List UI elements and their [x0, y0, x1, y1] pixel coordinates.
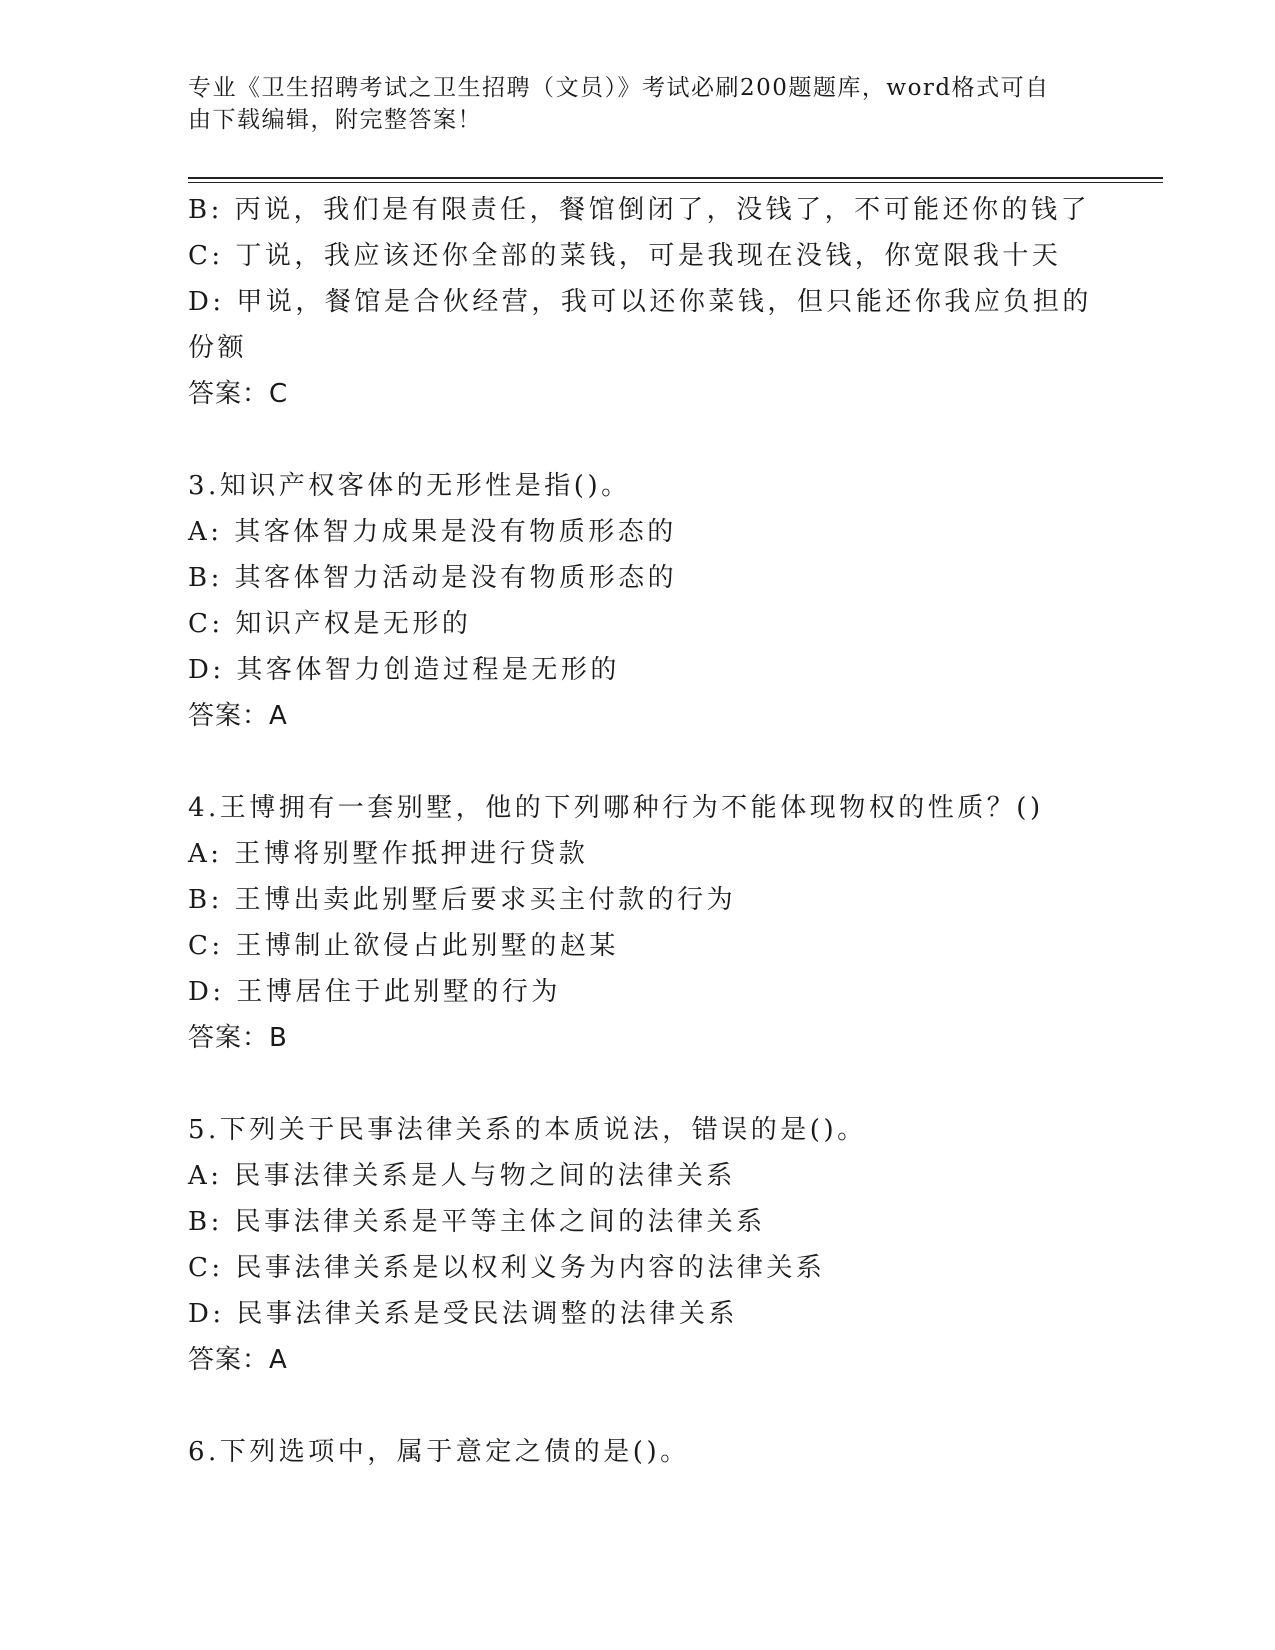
- option-c: C: 民事法律关系是以权利义务为内容的法律关系: [188, 1253, 826, 1283]
- option-b: B: 其客体智力活动是没有物质形态的: [188, 563, 678, 593]
- option-a: A: 王博将别墅作抵押进行贷款: [188, 839, 589, 869]
- question-list: [188, 187, 1092, 1475]
- option-c: C: 丁说，我应该还你全部的菜钱，可是我现在没钱，你宽限我十天: [188, 241, 1062, 271]
- question-6: [188, 1429, 1088, 1475]
- question-2-continued: [188, 187, 1092, 417]
- question-stem: 5.下列关于民事法律关系的本质说法，错误的是()。: [188, 1115, 867, 1145]
- option-a: A: 其客体智力成果是没有物质形态的: [188, 517, 677, 547]
- answer: 答案：A: [188, 701, 288, 731]
- answer: 答案：C: [188, 379, 289, 409]
- option-d: D: 甲说，餐馆是合伙经营，我可以还你菜钱，但只能还你我应负担的: [188, 287, 1092, 317]
- option-b: B: 丙说，我们是有限责任，餐馆倒闭了，没钱了，不可能还你的钱了: [188, 195, 1091, 225]
- option-b: B: 王博出卖此别墅后要求买主付款的行为: [188, 885, 737, 915]
- question-3: [188, 463, 1088, 739]
- answer: 答案：B: [188, 1023, 288, 1053]
- question-stem: 3.知识产权客体的无形性是指()。: [188, 471, 631, 501]
- option-d: D: 其客体智力创造过程是无形的: [188, 655, 620, 685]
- question-4: [188, 785, 1088, 1061]
- document-header: 专业《卫生招聘考试之卫生招聘（文员）》考试必刷200题题库，word格式可自 由下载编辑，附完整答案！: [188, 75, 1050, 133]
- question-stem: 4.王博拥有一套别墅，他的下列哪种行为不能体现物权的性质？(): [188, 793, 1044, 823]
- option-d-continuation: 份额: [188, 333, 248, 363]
- option-a: A: 民事法律关系是人与物之间的法律关系: [188, 1161, 736, 1191]
- option-d: D: 民事法律关系是受民法调整的法律关系: [188, 1299, 738, 1329]
- option-d: D: 王博居住于此别墅的行为: [188, 977, 561, 1007]
- question-5: [188, 1107, 1088, 1383]
- option-c: C: 王博制止欲侵占此别墅的赵某: [188, 931, 619, 961]
- answer: 答案：A: [188, 1345, 288, 1375]
- question-stem: 6.下列选项中，属于意定之债的是()。: [188, 1437, 690, 1467]
- option-b: B: 民事法律关系是平等主体之间的法律关系: [188, 1207, 766, 1237]
- header-rule-thick: [188, 177, 1163, 179]
- header-rule-thin: [188, 182, 1163, 183]
- option-c: C: 知识产权是无形的: [188, 609, 472, 639]
